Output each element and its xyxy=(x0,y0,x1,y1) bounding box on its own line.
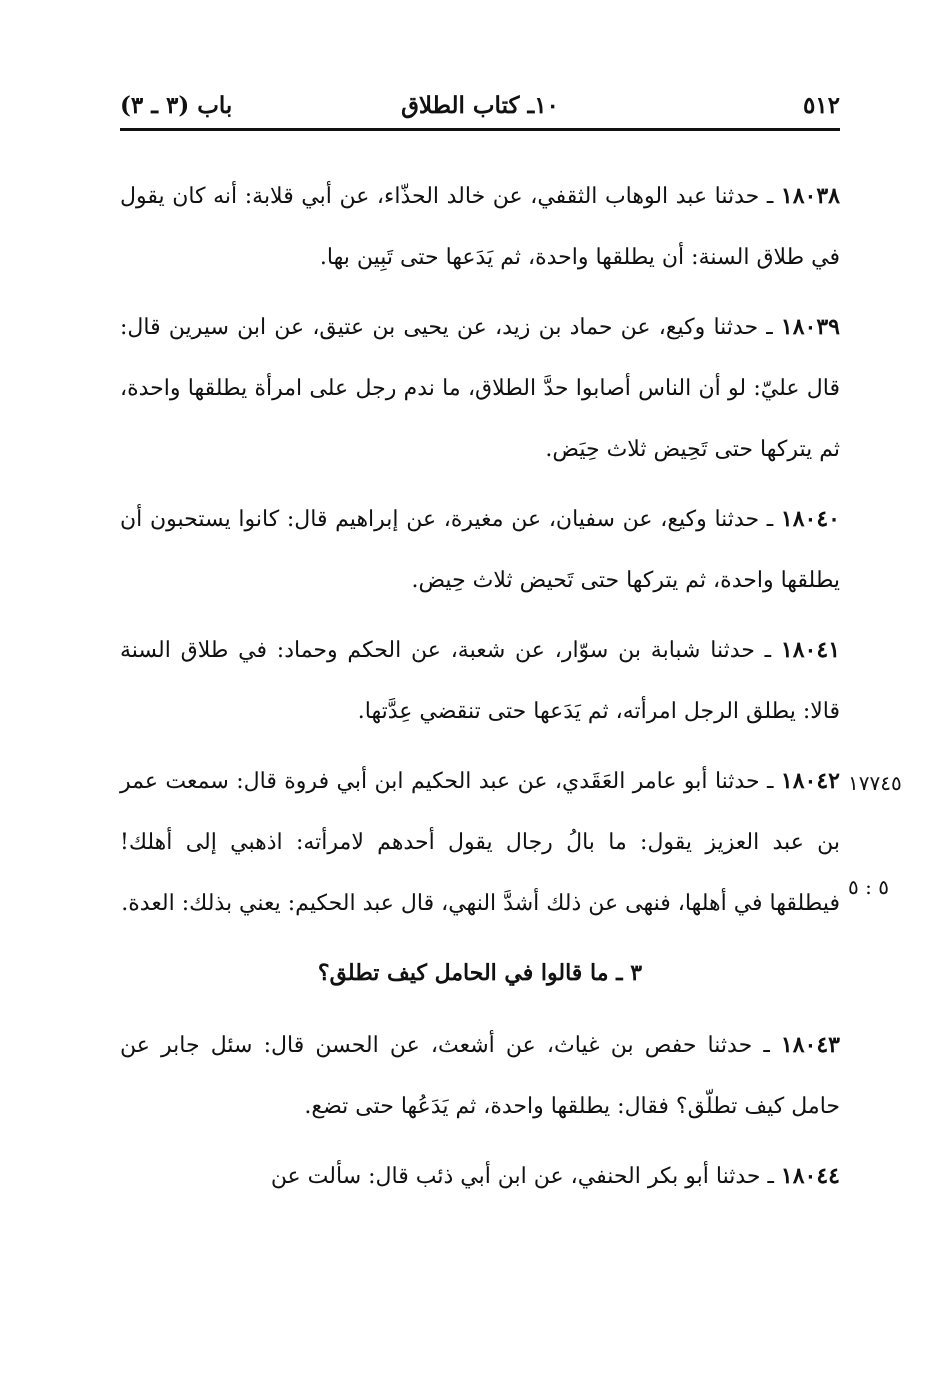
hadith-paragraph xyxy=(120,1015,840,1137)
hadith-number: ١٨٠٣٨ xyxy=(780,183,840,209)
page-header xyxy=(120,88,840,124)
hadith-number: ١٨٠٤٤ xyxy=(780,1163,840,1189)
header-rule xyxy=(120,128,840,131)
hadith-number: ١٨٠٤٣ xyxy=(780,1032,840,1058)
hadith-number: ١٨٠٤٠ xyxy=(780,506,840,532)
page-number: ٥١٢ xyxy=(802,92,840,119)
chapter-reference: باب (٣ ـ ٣) xyxy=(120,92,233,119)
hadith-text: ـ حدثنا أبو عامر العَقَدي، عن عبد الحكيم ابن أبي فروة قال: سمعت عمر بن عبد العزيز يقول: ما بالُ رجال يقول أحدهم لامرأته: اذهبي إلى أهلك! فيطلقها في أهلها، فنهى عن ذلك أشدَّ النهي، قال عبد الحكيم: يعني بذلك: العدة. xyxy=(120,769,840,916)
hadith-number: ١٨٠٣٩ xyxy=(780,314,840,340)
hadith-paragraph xyxy=(120,1146,840,1207)
hadith-text: ـ حدثنا عبد الوهاب الثقفي، عن خالد الحذّاء، عن أبي قلابة: أنه كان يقول في طلاق السنة: أن يطلقها واحدة، ثم يَدَعها حتى تَبِين بها. xyxy=(120,184,840,270)
margin-volume-page-reference: ٥ : ٥ xyxy=(848,875,889,899)
hadith-paragraph xyxy=(120,751,840,934)
margin-reference-number: ١٧٧٤٥ xyxy=(848,771,902,795)
hadith-text: ـ حدثنا أبو بكر الحنفي، عن ابن أبي ذئب قال: سألت عن xyxy=(270,1164,781,1189)
hadith-paragraph xyxy=(120,297,840,480)
hadith-text: ـ حدثنا شبابة بن سوّار، عن شعبة، عن الحكم وحماد: في طلاق السنة قالا: يطلق الرجل امرأته، ثم يَدَعها حتى تنقضي عِدَّتها. xyxy=(120,638,840,724)
hadith-text: ـ حدثنا وكيع، عن سفيان، عن مغيرة، عن إبراهيم قال: كانوا يستحبون أن يطلقها واحدة، ثم يتركها حتى تَحيض ثلاث حِيض. xyxy=(120,507,840,593)
section-heading: ٣ ـ ما قالوا في الحامل كيف تطلق؟ xyxy=(317,960,643,986)
hadith-number: ١٨٠٤١ xyxy=(780,637,841,663)
book-title: ١٠ـ كتاب الطلاق xyxy=(401,92,559,119)
hadith-number: ١٨٠٤٢ xyxy=(780,768,840,794)
body-text xyxy=(120,166,840,1216)
hadith-text: ـ حدثنا حفص بن غياث، عن أشعث، عن الحسن قال: سئل جابر عن حامل كيف تطلّق؟ فقال: يطلقها واحدة، ثم يَدَعُها حتى تضع. xyxy=(120,1033,840,1119)
hadith-paragraph xyxy=(120,166,840,288)
hadith-paragraph xyxy=(120,620,840,742)
hadith-paragraph xyxy=(120,489,840,611)
hadith-text: ـ حدثنا وكيع، عن حماد بن زيد، عن يحيى بن عتيق، عن ابن سيرين قال: قال عليّ: لو أن الناس أصابوا حدَّ الطلاق، ما ندم رجل على امرأة يطلقها واحدة، ثم يتركها حتى تَحِيض ثلاث حِيَض. xyxy=(120,315,840,462)
